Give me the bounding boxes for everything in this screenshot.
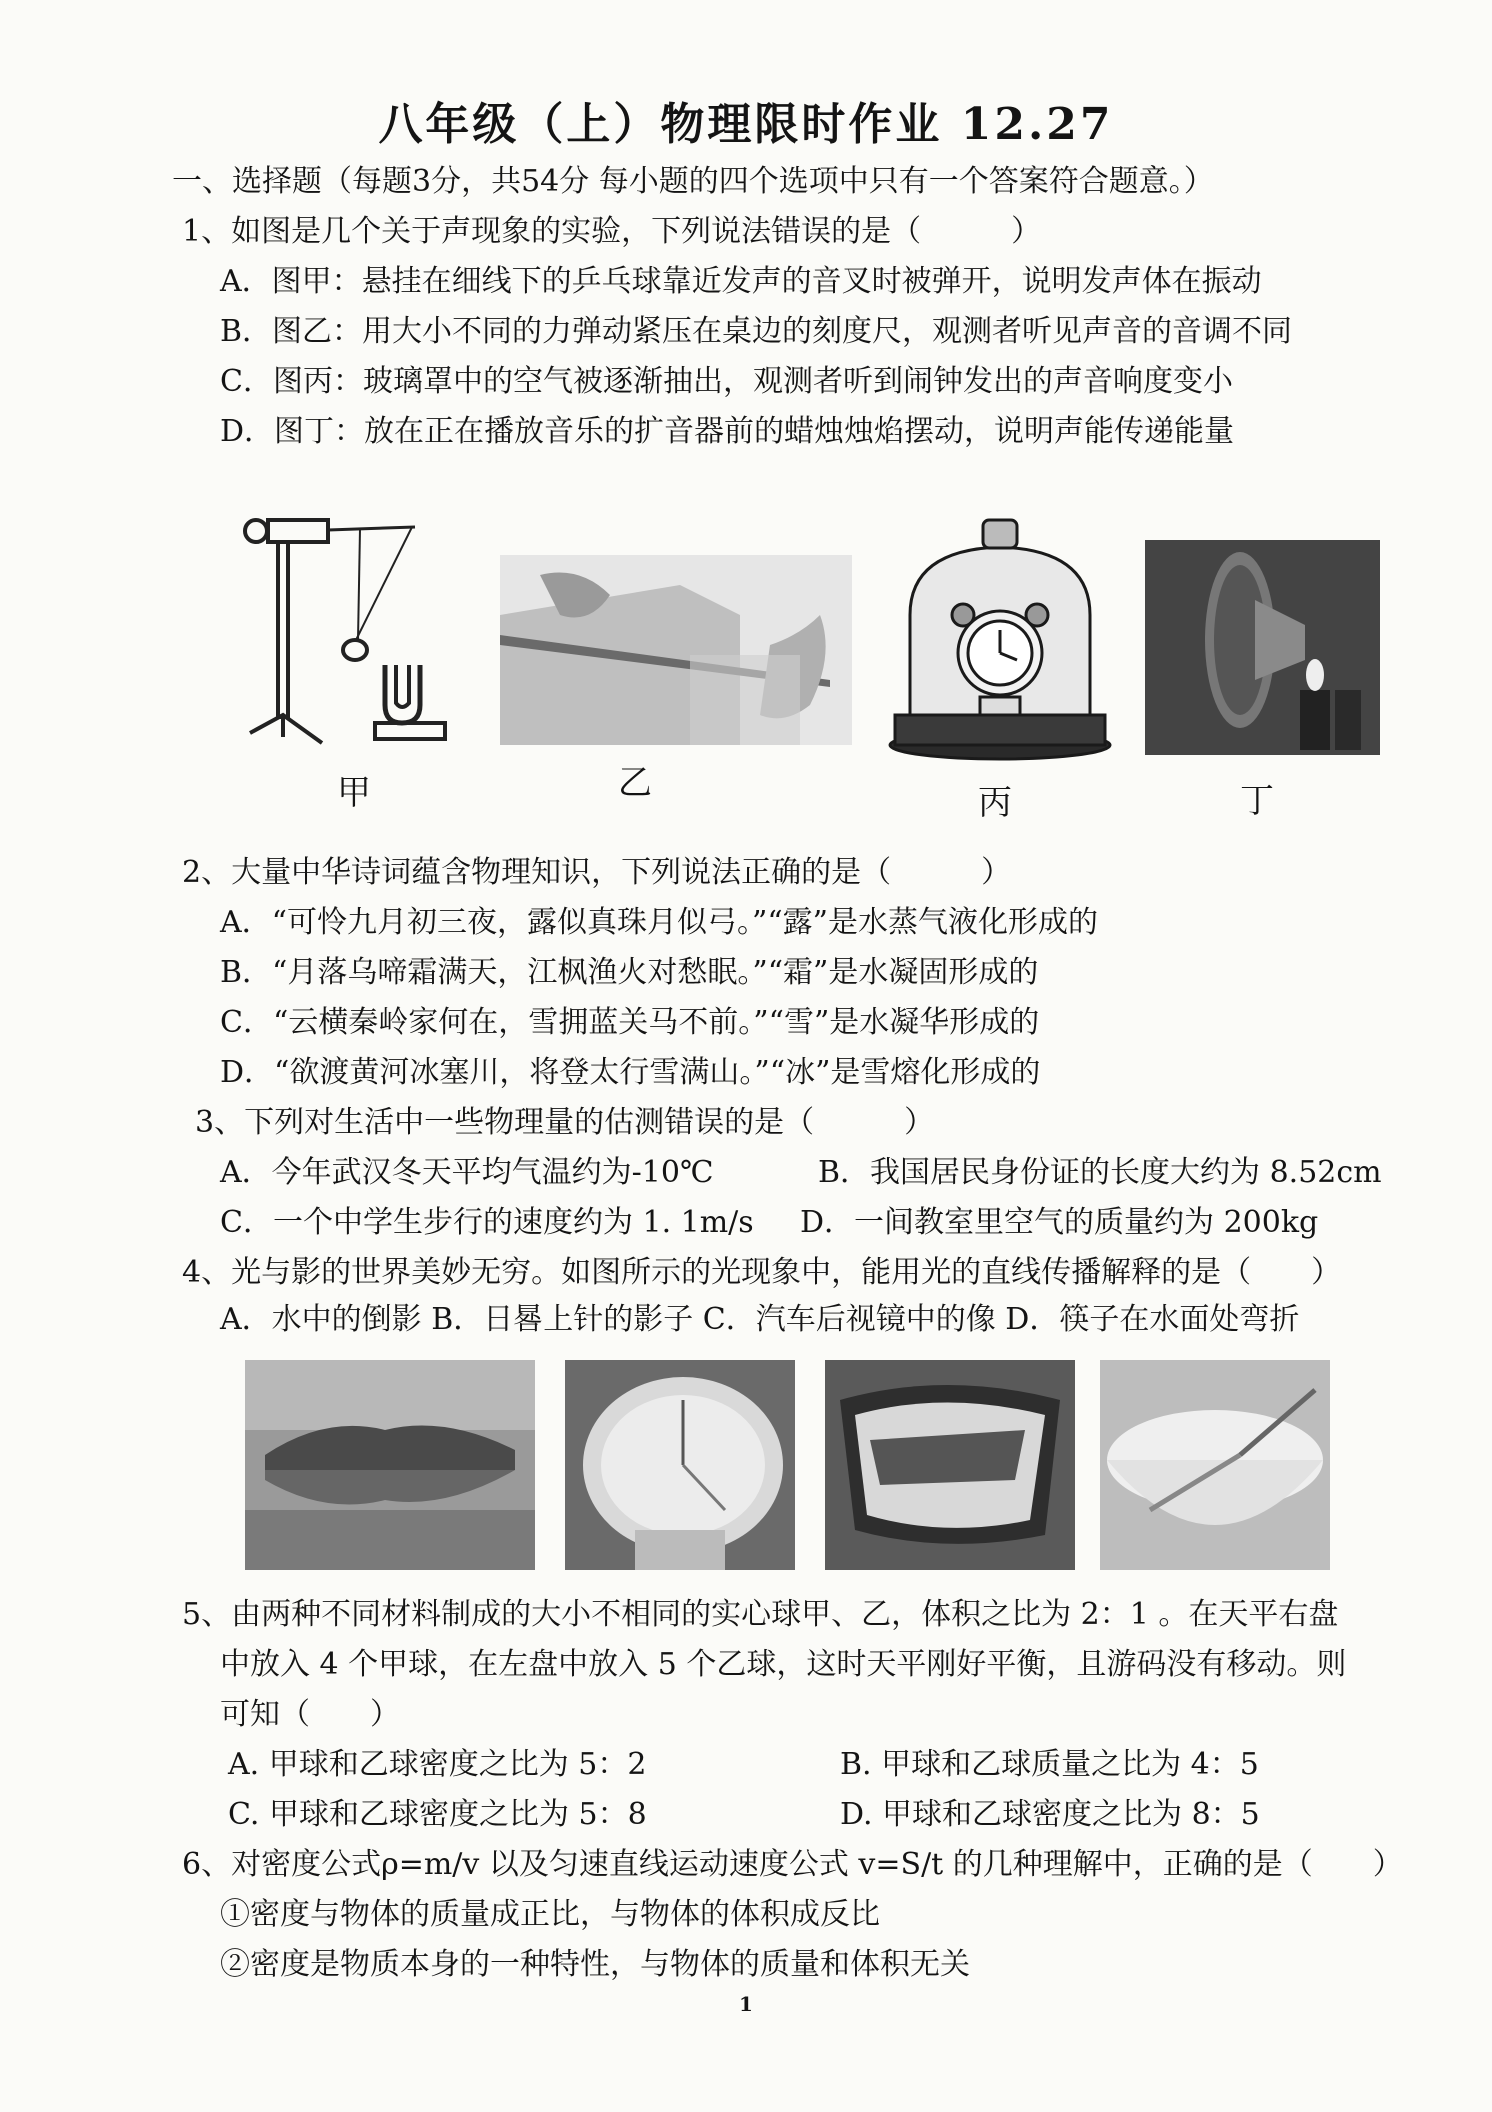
photo-sundial — [565, 1360, 795, 1570]
q2-stem: 2、大量中华诗词蕴含物理知识，下列说法正确的是（ ） — [182, 855, 1012, 890]
q1-option-a: A．图甲：悬挂在细线下的乒乓球靠近发声的音叉时被弹开，说明发声体在振动 — [220, 264, 1262, 299]
q3-option-d: D．一间教室里空气的质量约为 200kg — [800, 1205, 1319, 1240]
q5-option-d: D. 甲球和乙球密度之比为 8：5 — [840, 1797, 1260, 1832]
q2-option-a: A．“可怜九月初三夜，露似真珠月似弓。”“露”是水蒸气液化形成的 — [220, 905, 1099, 940]
q4-options: A．水中的倒影 B．日晷上针的影子 C．汽车后视镜中的像 D．筷子在水面处弯折 — [220, 1302, 1300, 1337]
q6-stem: 6、对密度公式ρ=m/v 以及匀速直线运动速度公式 v=S/t 的几种理解中，正确的是（ ） — [182, 1847, 1403, 1882]
q5-option-a: A. 甲球和乙球密度之比为 5：2 — [228, 1747, 647, 1782]
q1-option-b: B．图乙：用大小不同的力弹动紧压在桌边的刻度尺，观测者听见声音的音调不同 — [220, 314, 1293, 349]
caption-bing: 丙 — [978, 783, 1012, 823]
q2-option-d: D．“欲渡黄河冰塞川，将登太行雪满山。”“冰”是雪熔化形成的 — [220, 1055, 1041, 1090]
q3-stem: 3、下列对生活中一些物理量的估测错误的是（ ） — [195, 1105, 935, 1140]
section-heading: 一、选择题（每题3分，共54分 每小题的四个选项中只有一个答案符合题意。） — [172, 164, 1214, 199]
figure-tuning-fork — [240, 515, 470, 755]
q2-option-b: B．“月落乌啼霜满天，江枫渔火对愁眠。”“霜”是水凝固形成的 — [220, 955, 1039, 990]
q5-option-b: B. 甲球和乙球质量之比为 4：5 — [840, 1747, 1259, 1782]
q5-line1: 5、由两种不同材料制成的大小不相同的实心球甲、乙，体积之比为 2：1 。在天平右盘 — [182, 1597, 1339, 1632]
page-number: 1 — [739, 1992, 753, 2016]
q1-option-c: C．图丙：玻璃罩中的空气被逐渐抽出，观测者听到闹钟发出的声音响度变小 — [220, 364, 1233, 399]
q6-item-1: ①密度与物体的质量成正比，与物体的体积成反比 — [220, 1897, 880, 1932]
page-title: 八年级（上）物理限时作业 12.27 — [378, 99, 1114, 150]
q4-stem: 4、光与影的世界美妙无穷。如图所示的光现象中，能用光的直线传播解释的是（ ） — [182, 1255, 1342, 1290]
caption-ding: 丁 — [1240, 781, 1274, 821]
photo-chopstick-in-water — [1100, 1360, 1330, 1570]
caption-jia: 甲 — [337, 773, 371, 813]
figure-bell-jar — [885, 515, 1115, 765]
figure-ruler-photo — [500, 555, 852, 745]
q3-option-b: B．我国居民身份证的长度大约为 8.52cm — [818, 1155, 1382, 1190]
q3-option-a: A．今年武汉冬天平均气温约为-10℃ — [220, 1155, 714, 1190]
q5-line2: 中放入 4 个甲球，在左盘中放入 5 个乙球，这时天平刚好平衡，且游码没有移动。则 — [220, 1647, 1347, 1682]
photo-water-reflection — [245, 1360, 535, 1570]
q5-line3: 可知（ ） — [220, 1697, 400, 1732]
photo-rearview-mirror — [825, 1360, 1075, 1570]
q6-item-2: ②密度是物质本身的一种特性，与物体的质量和体积无关 — [220, 1947, 970, 1982]
q1-option-d: D．图丁：放在正在播放音乐的扩音器前的蜡烛烛焰摆动，说明声能传递能量 — [220, 414, 1235, 449]
figure-speaker-candle-photo — [1145, 540, 1380, 755]
q2-option-c: C．“云横秦岭家何在，雪拥蓝关马不前。”“雪”是水凝华形成的 — [220, 1005, 1040, 1040]
q3-option-c: C．一个中学生步行的速度约为 1. 1m/s — [220, 1205, 754, 1240]
q1-stem: 1、如图是几个关于声现象的实验，下列说法错误的是（ ） — [182, 214, 1042, 249]
q5-option-c: C. 甲球和乙球密度之比为 5：8 — [228, 1797, 647, 1832]
caption-yi: 乙 — [618, 763, 652, 803]
